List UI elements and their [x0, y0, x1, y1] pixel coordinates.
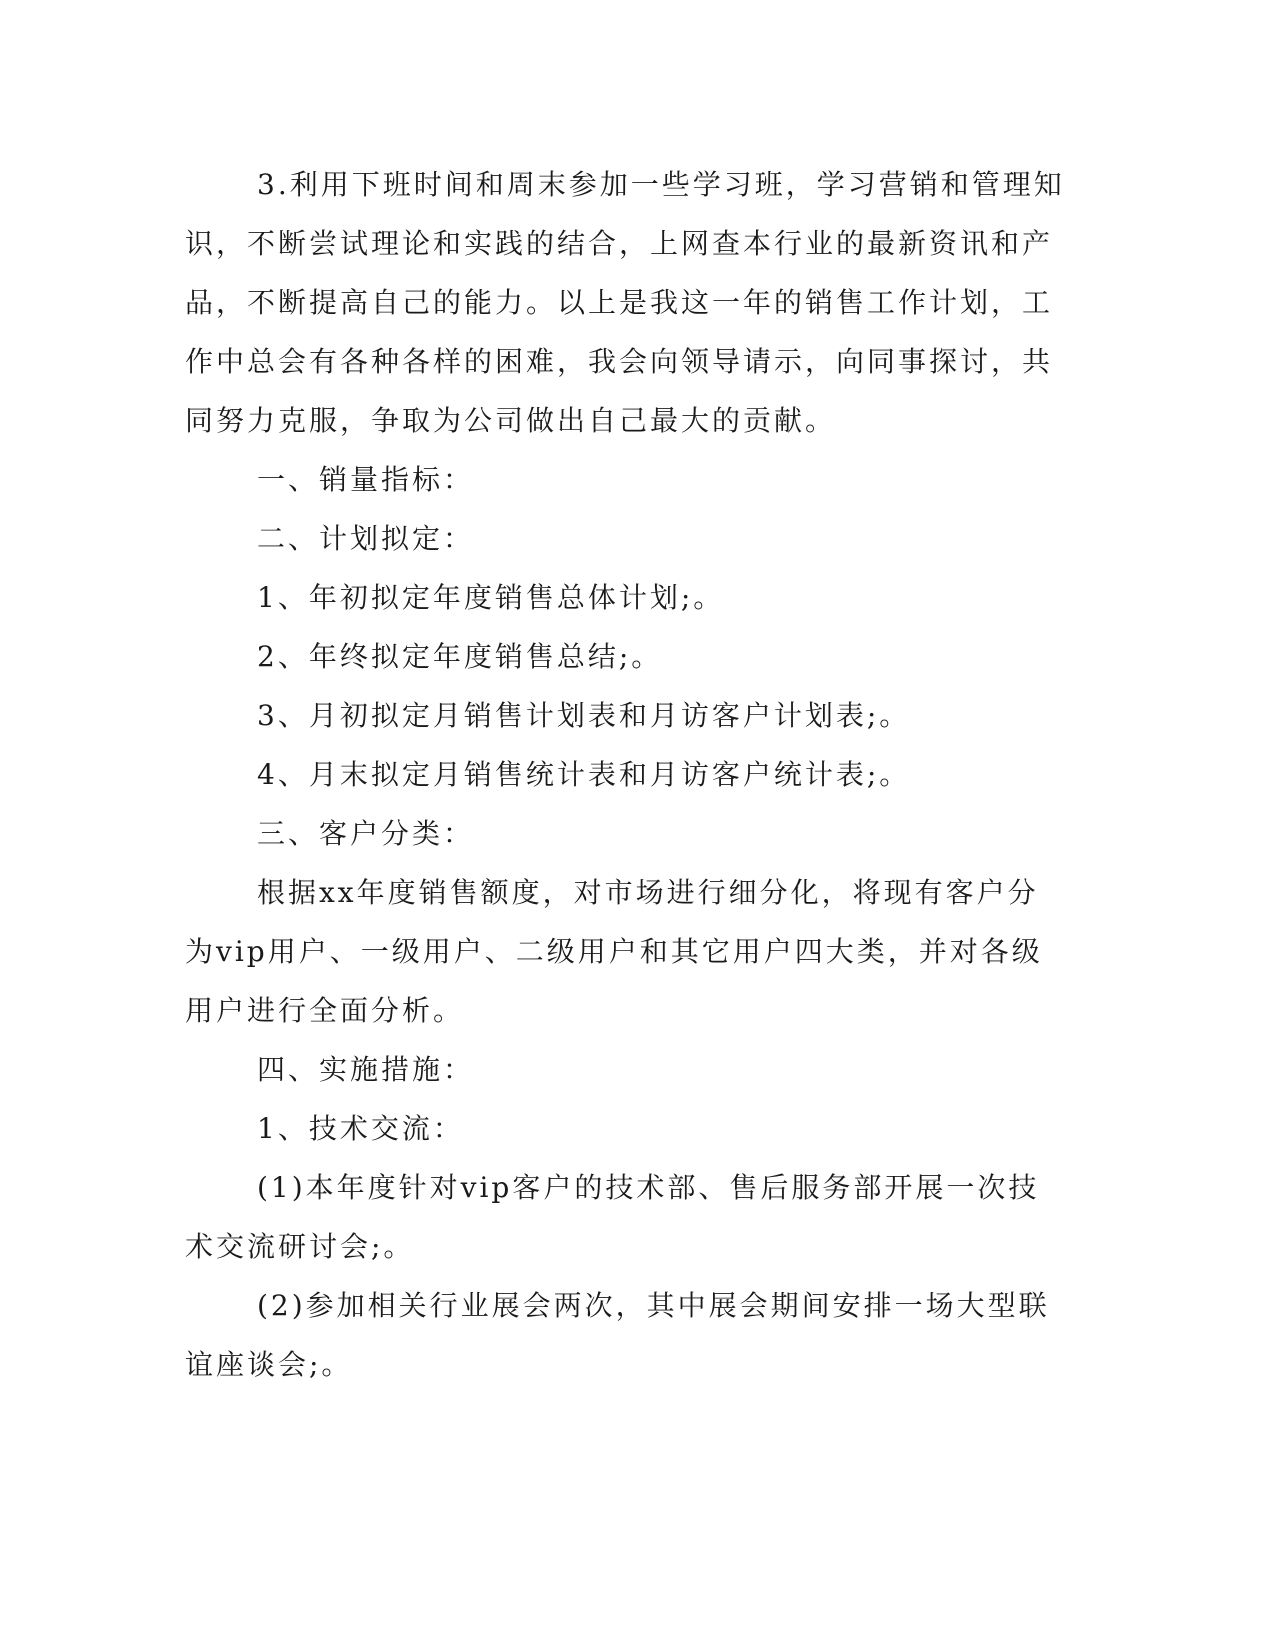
list-item-plan-3: 3、月初拟定月销售计划表和月访客户计划表;。	[257, 699, 911, 732]
heading-plan-drafting: 二、计划拟定：	[257, 522, 475, 555]
list-item-plan-2: 2、年终拟定年度销售总结;。	[257, 640, 663, 673]
paragraph-customer-classification: 根据xx年度销售额度，对市场进行细分化，将现有客户分为vip用户、一级用户、二级用户和其它用户四大类，并对各级用户进行全面分析。	[185, 876, 1043, 1027]
paragraph-study-plan: 3.利用下班时间和周末参加一些学习班，学习营销和管理知识，不断尝试理论和实践的结合，上网查本行业的最新资讯和产品，不断提高自己的能力。以上是我这一年的销售工作计划，工作中总会有各种各样的困难，我会向领导请示，向同事探讨，共同努力克服，争取为公司做出自己最大的贡献。	[185, 168, 1065, 437]
heading-implementation-measures: 四、实施措施：	[257, 1053, 475, 1086]
heading-customer-classification: 三、客户分类：	[257, 817, 475, 850]
heading-sales-target: 一、销量指标：	[257, 463, 475, 496]
list-item-measure-2: (2)参加相关行业展会两次，其中展会期间安排一场大型联谊座谈会;。	[185, 1289, 1050, 1381]
list-item-plan-4: 4、月末拟定月销售统计表和月访客户统计表;。	[257, 758, 911, 791]
subheading-technical-exchange: 1、技术交流：	[257, 1112, 464, 1145]
list-item-plan-1: 1、年初拟定年度销售总体计划;。	[257, 581, 725, 614]
list-item-measure-1: (1)本年度针对vip客户的技术部、售后服务部开展一次技术交流研讨会;。	[185, 1171, 1040, 1263]
document-body	[185, 155, 1065, 1394]
